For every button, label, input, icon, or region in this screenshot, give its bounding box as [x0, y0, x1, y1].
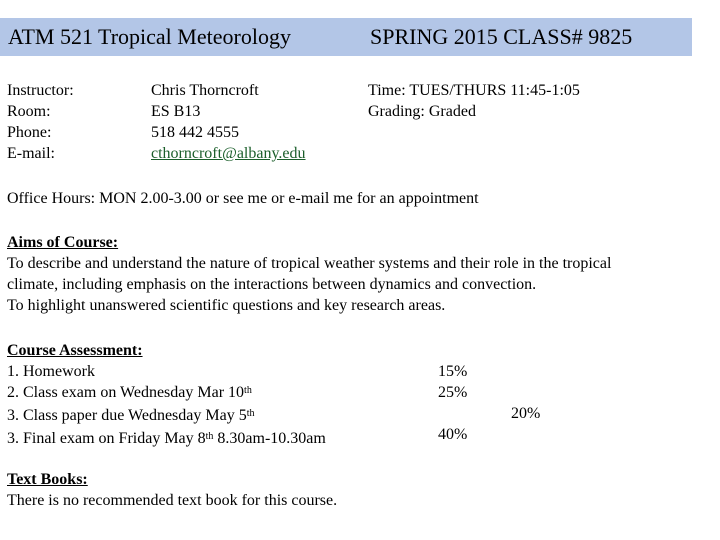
room-value: ES B13 — [151, 103, 201, 120]
aims-line-1: To describe and understand the nature of tropical weather systems and their role in the tropical — [7, 255, 612, 272]
pct-class-exam: 25% — [438, 384, 468, 401]
title-banner — [0, 18, 692, 56]
assessment-heading: Course Assessment: — [7, 342, 143, 359]
grading-value: Grading: Graded — [368, 103, 476, 120]
assessment-item-2: 2. Class exam on Wednesday Mar 10th — [7, 384, 252, 401]
assessment-section — [7, 340, 326, 451]
label-room: Room: — [7, 103, 51, 120]
assessment-item-3: 3. Class paper due Wednesday May 5th — [7, 407, 255, 424]
aims-line-3: To highlight unanswered scientific questions and key research areas. — [7, 297, 446, 314]
aims-section — [7, 232, 611, 316]
pct-final-exam: 40% — [438, 426, 468, 443]
textbooks-line: There is no recommended text book for this course. — [7, 492, 338, 509]
pct-homework: 15% — [438, 363, 468, 380]
assessment-item-4: 3. Final exam on Friday May 8th 8.30am-10.30am — [7, 430, 326, 447]
aims-line-2: climate, including emphasis on the interactions between dynamics and convection. — [7, 276, 537, 293]
office-hours: Office Hours: MON 2.00-3.00 or see me or e-mail me for an appointment — [7, 190, 479, 207]
textbooks-heading: Text Books: — [7, 471, 88, 488]
instructor-name: Chris Thorncroft — [151, 82, 259, 99]
label-instructor: Instructor: — [7, 82, 74, 99]
course-title: ATM 521 Tropical Meteorology — [8, 24, 291, 49]
label-phone: Phone: — [7, 124, 52, 141]
textbooks-section — [7, 469, 337, 511]
phone-value: 518 442 4555 — [151, 124, 239, 141]
info-values — [151, 80, 306, 164]
info-labels — [7, 80, 74, 164]
schedule-info — [368, 80, 580, 122]
pct-class-paper: 20% — [511, 405, 541, 422]
time-value: Time: TUES/THURS 11:45-1:05 — [368, 82, 580, 99]
email-link[interactable]: cthorncroft@albany.edu — [151, 145, 306, 162]
term-info: SPRING 2015 CLASS# 9825 — [370, 24, 633, 49]
aims-heading: Aims of Course: — [7, 234, 119, 251]
label-email: E-mail: — [7, 145, 55, 162]
assessment-item-1: 1. Homework — [7, 363, 95, 380]
